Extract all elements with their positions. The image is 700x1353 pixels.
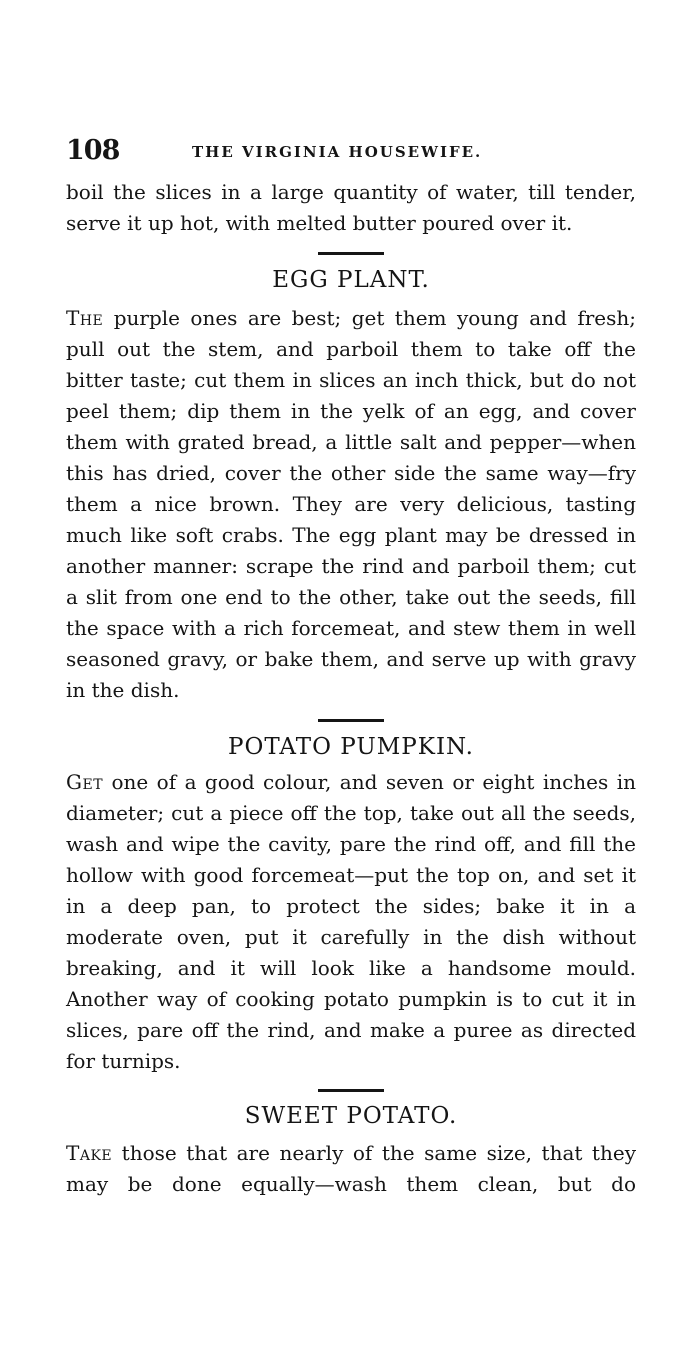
page-number: 108 xyxy=(66,135,120,166)
running-head xyxy=(66,136,636,170)
section-lead-word: Take xyxy=(66,1141,113,1165)
section-text: those that are nearly of the same size, that they may be done equally—wash them clean, but do xyxy=(66,1141,636,1196)
section-body-egg-plant xyxy=(66,303,636,706)
section-divider xyxy=(318,252,384,255)
section-body-sweet-potato xyxy=(66,1138,636,1200)
continued-paragraph: boil the slices in a large quantity of water, till tender, serve it up hot, with melted butter poured over it. xyxy=(66,180,636,235)
running-title: THE VIRGINIA HOUSEWIFE. xyxy=(192,143,483,161)
section-lead-word: Get xyxy=(66,770,104,794)
section-heading-egg-plant: EGG PLANT. xyxy=(272,267,430,293)
section-heading-potato-pumpkin: POTATO PUMPKIN. xyxy=(228,734,474,760)
section-lead-word: The xyxy=(66,306,104,330)
section-divider xyxy=(318,1089,384,1092)
section-text: one of a good colour, and seven or eight inches in diameter; cut a piece off the top, take out all the seeds, wash and wipe the cavity, pare the rind off, and fill the hollow with good forcemeat—put the top on, and set it in a deep pan, to protect the sides; bake it in a moderate oven, put it carefully in the dish without breaking, and it will look like a handsome mould. Another way of cooking potato pumpkin is to cut it in slices, pare off the rind, and make a puree as directed for turnips. xyxy=(66,770,636,1073)
section-text: purple ones are best; get them young and fresh; pull out the stem, and parboil them to take off the bitter taste; cut them in slices an inch thick, but do not peel them; dip them in the yelk of an egg, and cover them with grated bread, a little salt and pepper—when this has dried, cover the other side the same way—fry them a nice brown. They are very delicious, tasting much like soft crabs. The egg plant may be dressed in another manner: scrape the rind and parboil them; cut a slit from one end to the other, take out the seeds, fill the space with a rich forcemeat, and stew them in well seasoned gravy, or bake them, and serve up with gravy in the dish. xyxy=(66,306,636,702)
section-divider xyxy=(318,719,384,722)
section-body-potato-pumpkin xyxy=(66,767,636,1077)
section-heading-sweet-potato: SWEET POTATO. xyxy=(244,1103,458,1129)
